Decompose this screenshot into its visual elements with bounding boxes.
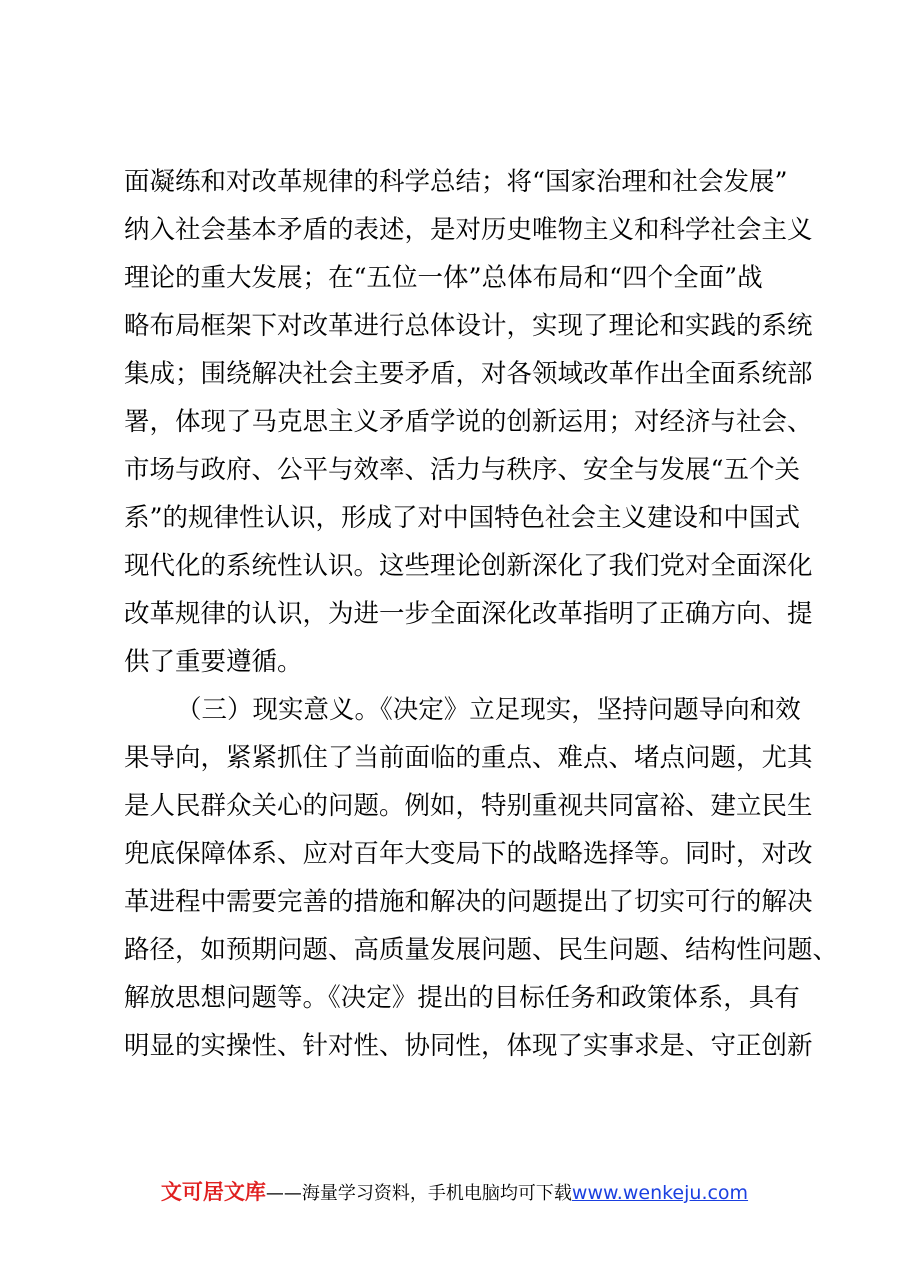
text-line: 是人民群众关心的问题。例如，特别重视共同富裕、建立民生 <box>124 791 813 821</box>
text-line: 现代化的系统性认识。这些理论创新深化了我们党对全面深化 <box>124 551 813 581</box>
text-line: 路径，如预期问题、高质量发展问题、民生问题、结构性问题、 <box>124 935 839 965</box>
text-line: 兜底保障体系、应对百年大变局下的战略选择等。同时，对改 <box>124 839 813 869</box>
text-line: 革进程中需要完善的措施和解决的问题提出了切实可行的解决 <box>124 887 813 917</box>
text-line: 市场与政府、公平与效率、活力与秩序、安全与发展“五个关 <box>124 455 801 485</box>
text-line: 果导向，紧紧抓住了当前面临的重点、难点、堵点问题，尤其 <box>124 743 813 773</box>
footer-brand: 文可居文库 <box>160 1180 266 1204</box>
text-line: 理论的重大发展；在“五位一体”总体布局和“四个全面”战 <box>124 263 763 293</box>
footer-website-link[interactable]: www.wenkeju.com <box>571 1182 749 1204</box>
text-line: 明显的实操性、针对性、协同性，体现了实事求是、守正创新 <box>124 1031 813 1061</box>
paragraph-heading-line: （三）现实意义。《决定》立足现实，坚持问题导向和效 <box>176 695 801 725</box>
text-line: 署，体现了马克思主义矛盾学说的创新运用；对经济与社会、 <box>124 407 813 437</box>
page-footer <box>0 1177 909 1209</box>
text-line: 系”的规律性认识，形成了对中国特色社会主义建设和中国式 <box>124 503 801 533</box>
document-body <box>124 158 839 1070</box>
text-line: 面凝练和对改革规律的科学总结；将“国家治理和社会发展” <box>124 167 788 197</box>
text-line: 纳入社会基本矛盾的表述，是对历史唯物主义和科学社会主义 <box>124 215 813 245</box>
text-line: 略布局框架下对改革进行总体设计，实现了理论和实践的系统 <box>124 311 813 341</box>
text-line: 集成；围绕解决社会主要矛盾，对各领域改革作出全面系统部 <box>124 359 813 389</box>
footer-tagline: ——海量学习资料，手机电脑均可下载 <box>265 1183 572 1204</box>
text-line: 供了重要遵循。 <box>124 647 303 677</box>
text-line: 改革规律的认识，为进一步全面深化改革指明了正确方向、提 <box>124 599 813 629</box>
text-line: 解放思想问题等。《决定》提出的目标任务和政策体系，具有 <box>124 983 800 1013</box>
